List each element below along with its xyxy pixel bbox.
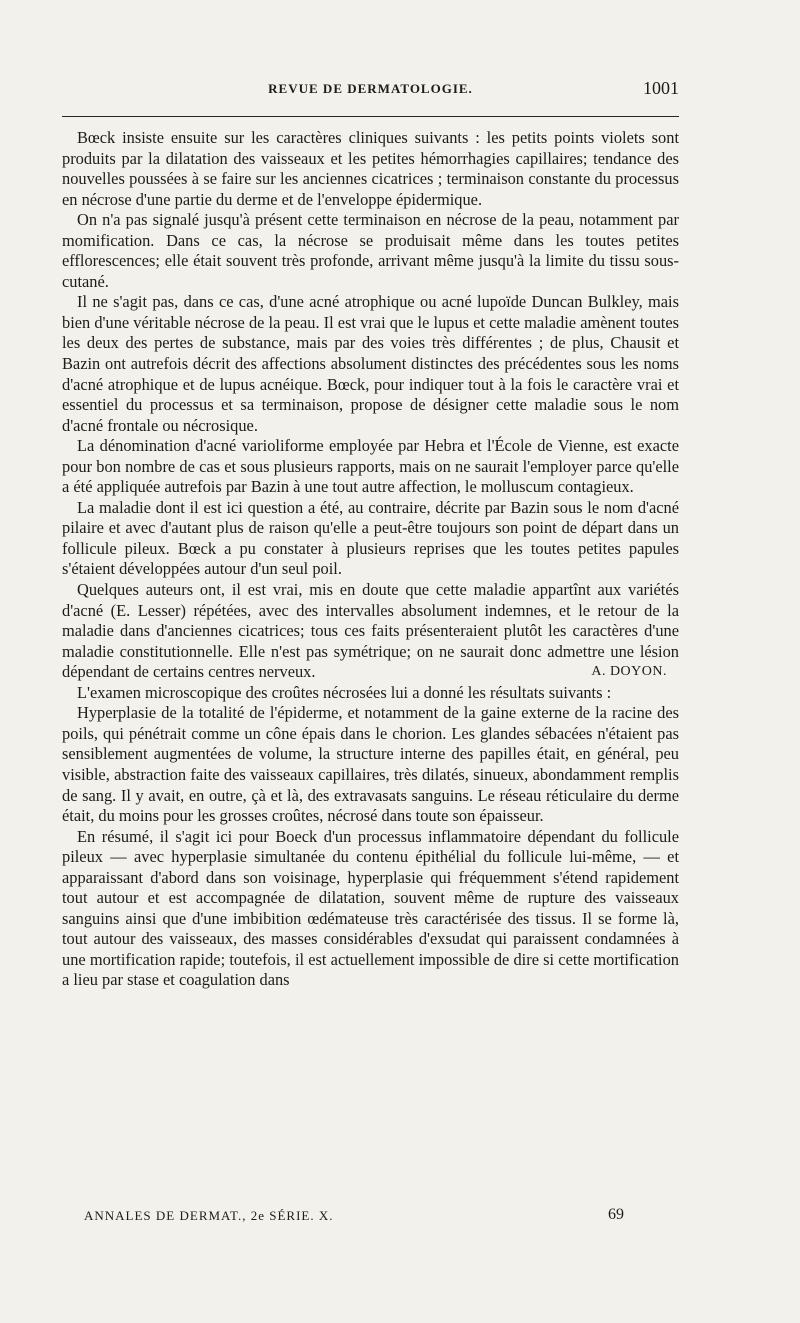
header-rule <box>62 116 679 117</box>
paragraph-5: La maladie dont il est ici question a été, au contraire, décrite par Bazin sous le nom d'acné pilaire et avec d'autant plus de raison qu'elle a peut-être toujours son point de départ dans un follicule pileux. Bœck a pu constater à plusieurs reprises que les toutes petites papules s'étaient développées autour d'un seul poil. <box>62 497 679 579</box>
paragraph-1: Bœck insiste ensuite sur les caractères cliniques suivants : les petits points violets sont produits par la dilatation des vaisseaux et les petites hémorrhagies capillaires; tendance des nouvelles poussées à se faire sur les anciennes cicatrices ; terminaison constante du processus en nécrose d'une partie du derme et de l'enveloppe épidermique. <box>62 128 679 209</box>
page-footer <box>84 1206 644 1230</box>
footer-journal-reference: ANNALES DE DERMAT., 2e SÉRIE. X. <box>84 1208 334 1223</box>
page-header <box>62 78 679 108</box>
paragraph-2: On n'a pas signalé jusqu'à présent cette terminaison en nécrose de la peau, notamment par momification. Dans ce cas, la nécrose se produisait même dans les toutes petites efflorescences; elle était souvent très profonde, arrivant même jusqu'à la limite du tissu sous-cutané. <box>62 210 679 291</box>
paragraph-9: En résumé, il s'agit ici pour Boeck d'un processus inflammatoire dépendant du follicule pileux — avec hyperplasie simultanée du contenu épithélial du follicule lui-même, — et apparaissant d'abord dans son voisinage, hyperplasie qui fréquemment s'étend rapidement tout autour et est accompagnée de dilatation, souvent même de rupture des vaisseaux sanguins ainsi que d'une imbibition œdémateuse très caractérisée des tissus. Il se forme là, tout autour des vaisseaux, des masses considérables d'exsudat qui paraissent condamnées à une mortification rapide; toutefois, il est actuellement impossible de dire si cette mortification a lieu par stase et coagulation dans <box>62 826 679 990</box>
paragraph-4: La dénomination d'acné varioliforme employée par Hebra et l'École de Vienne, est exacte pour bon nombre de cas et sous plusieurs rapports, mais on ne saurait l'employer parce qu'elle a été appliquée autrefois par Bazin à une tout autre affection, le molluscum contagieux. <box>62 436 679 497</box>
author-signature: A. DOYON. <box>591 664 667 680</box>
paragraph-6-text: Quelques auteurs ont, il est vrai, mis en doute que cette maladie appartînt aux variétés d'acné (E. Lesser) répétées, avec des intervalles absolument indemnes, et le retour de la maladie dans d'anciennes cicatrices; tous ces faits présenteraient plutôt les caractères d'une maladie constitutionnelle. Elle n'est pas symétrique; on ne saurait donc admettre une lésion dépendant de certains centres nerveux. <box>62 580 679 682</box>
footer-signature-number: 69 <box>608 1206 624 1223</box>
paragraph-8: Hyperplasie de la totalité de l'épiderme, et notamment de la gaine externe de la racine des poils, qui pénétrait comme un cône épais dans le chorion. Les glandes sébacées n'étaient pas sensiblement augmentées de volume, la structure interne des papilles était, en général, peu visible, abstraction faite des vaisseaux capillaires, très dilatés, sinueux, abondamment remplis de sang. Il y avait, en outre, çà et là, des extravasats sanguins. Le réseau réticulaire du derme était, du moins pour les grosses croûtes, nécrosé dans toute son épaisseur. <box>62 703 679 826</box>
paragraph-6 <box>62 580 679 683</box>
paragraph-3: Il ne s'agit pas, dans ce cas, d'une acné atrophique ou acné lupoïde Duncan Bulkley, mais bien d'une véritable nécrose de la peau. Il est vrai que le lupus et cette maladie amènent toutes les deux des pertes de substance, mais par des voies très différentes ; de plus, Chausit et Bazin ont autrefois décrit des affections absolument distinctes des précédentes sous les noms d'acné atrophique et de lupus acnéique. Bœck, pour indiquer tout à la fois le caractère vrai et essentiel du processus et sa terminaison, propose de désigner cette maladie sous le nom d'acné frontale ou nécrosique. <box>62 292 679 435</box>
running-title: REVUE DE DERMATOLOGIE. <box>268 81 473 96</box>
article-body <box>62 128 679 991</box>
page-number: 1001 <box>643 78 679 98</box>
paragraph-7: L'examen microscopique des croûtes nécrosées lui a donné les résultats suivants : <box>77 682 612 702</box>
